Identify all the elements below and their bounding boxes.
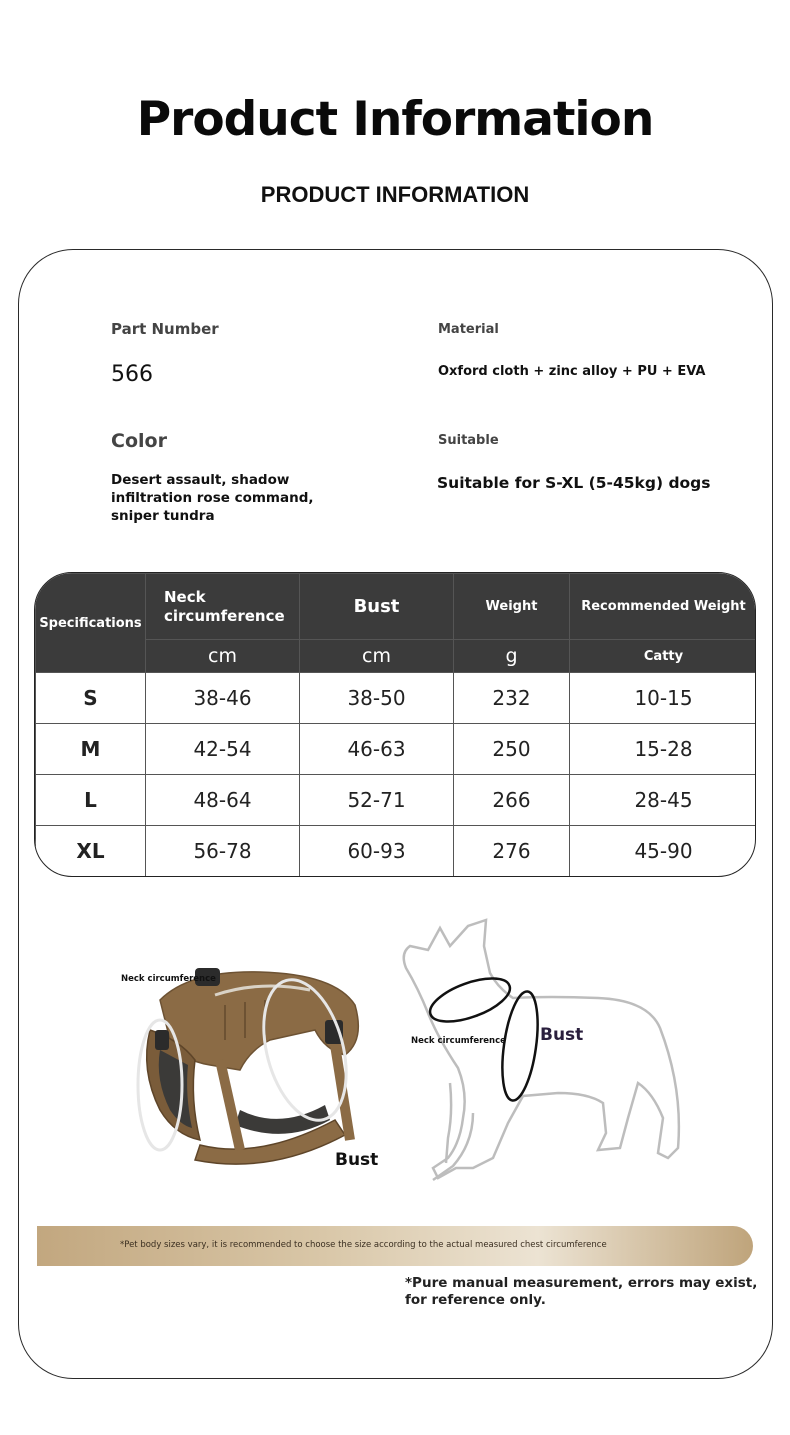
size-advice-banner [37, 1226, 753, 1266]
harness-neck-label: Neck circumference [121, 974, 216, 984]
size-table [34, 572, 756, 877]
weight-cell: 266 [454, 775, 570, 826]
banner-text: *Pet body sizes vary, it is recommended to choose the size according to the actual measured chest circumference [120, 1240, 607, 1250]
weight-cell: 232 [454, 673, 570, 724]
unit-bust: cm [300, 640, 454, 673]
neck-cell: 56-78 [146, 826, 300, 877]
recommended-cell: 45-90 [570, 826, 757, 877]
suitable-label: Suitable [438, 433, 499, 448]
suitable-value: Suitable for S-XL (5-45kg) dogs [437, 474, 711, 492]
header-specifications: Specifications [36, 574, 146, 673]
material-label: Material [438, 322, 499, 337]
color-value: Desert assault, shadow infiltration rose command, sniper tundra [111, 472, 314, 524]
bust-cell: 38-50 [300, 673, 454, 724]
neck-cell: 48-64 [146, 775, 300, 826]
header-neck: Neck circumference [146, 574, 300, 640]
bust-cell: 60-93 [300, 826, 454, 877]
page-title: Product Information [136, 92, 654, 147]
dog-measurement-illustration [398, 918, 688, 1188]
recommended-cell: 28-45 [570, 775, 757, 826]
header-bust: Bust [300, 574, 454, 640]
size-cell: L [36, 775, 146, 826]
table-row [36, 775, 757, 826]
size-cell: M [36, 724, 146, 775]
measurement-note: *Pure manual measurement, errors may exist, for reference only. [405, 1275, 758, 1308]
color-label: Color [111, 430, 167, 452]
recommended-cell: 10-15 [570, 673, 757, 724]
unit-recommended: Catty [570, 640, 757, 673]
dog-bust-label: Bust [540, 1025, 584, 1045]
weight-cell: 250 [454, 724, 570, 775]
size-cell: XL [36, 826, 146, 877]
dog-neck-label: Neck circumference [411, 1036, 506, 1046]
part-number-value: 566 [111, 362, 153, 387]
part-number-label: Part Number [111, 320, 219, 338]
unit-weight: g [454, 640, 570, 673]
weight-cell: 276 [454, 826, 570, 877]
table-row [36, 673, 757, 724]
harness-illustration [120, 960, 380, 1175]
page-subtitle: PRODUCT INFORMATION [260, 182, 530, 207]
table-row [36, 724, 757, 775]
bust-cell: 46-63 [300, 724, 454, 775]
header-weight: Weight [454, 574, 570, 640]
unit-neck: cm [146, 640, 300, 673]
neck-cell: 38-46 [146, 673, 300, 724]
harness-bust-label: Bust [335, 1150, 379, 1170]
neck-cell: 42-54 [146, 724, 300, 775]
header-recommended: Recommended Weight [570, 574, 757, 640]
table-row [36, 826, 757, 877]
recommended-cell: 15-28 [570, 724, 757, 775]
size-cell: S [36, 673, 146, 724]
bust-cell: 52-71 [300, 775, 454, 826]
material-value: Oxford cloth + zinc alloy + PU + EVA [438, 364, 706, 379]
